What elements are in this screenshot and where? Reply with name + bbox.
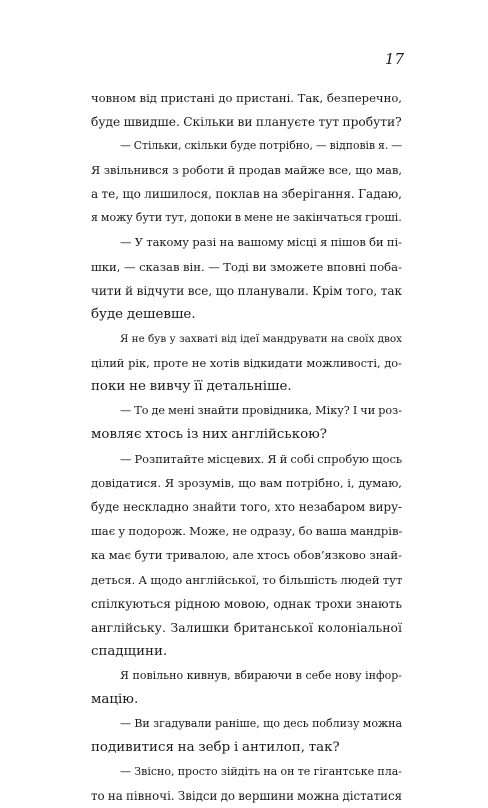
- text-line: чити й відчути все, що планували. Крім того, так: [91, 283, 402, 298]
- text-line: — Звісно, просто зійдіть на он те гігантське пла-: [120, 765, 402, 779]
- text-line: мовляє хтось із них англійською?: [91, 427, 327, 443]
- text-line: Я звільнився з роботи й продав майже все, що мав,: [91, 163, 402, 178]
- text-line: буде швидше. Скільки ви плануєте тут пробути?: [91, 115, 402, 130]
- text-line: поки не вивчу її детальніше.: [91, 378, 292, 394]
- text-line: деться. А щодо англійської, то більшість людей тут: [91, 572, 403, 587]
- text-line: Я не був у захваті від ідеї мандрувати на своїх двох: [120, 332, 402, 345]
- text-line: ка має бути тривалою, але хтось обов’язково знай-: [91, 548, 402, 563]
- text-line: шки, — сказав він. — Тоді ви зможете вповні поба-: [91, 259, 402, 274]
- text-line: цілий рік, проте не хотів відкидати можливості, до-: [91, 355, 402, 370]
- text-line: мацію.: [91, 691, 139, 707]
- text-line: буде дешевше.: [91, 306, 196, 322]
- text-line: — Розпитайте місцевих. Я й собі спробую щось: [120, 452, 403, 467]
- text-line: човном від пристані до пристані. Так, безперечно,: [91, 91, 402, 105]
- text-line: а те, що лишилося, поклав на зберігання. Гадаю,: [91, 187, 402, 202]
- page-number: 17: [384, 50, 404, 68]
- text-line: шає у подорож. Може, не одразу, бо ваша мандрів-: [91, 524, 403, 539]
- text-line: Я повільно кивнув, вбираючи в себе нову інфор-: [120, 668, 402, 682]
- text-line: подивитися на зебр і антилоп, так?: [91, 740, 340, 756]
- text-line: то на півночі. Звідси до вершини можна дістатися: [91, 789, 403, 804]
- text-line: англійську. Залишки британської колоніальної: [91, 619, 402, 635]
- body-text: [91, 86, 402, 808]
- text-line: — Ви згадували раніше, що десь поблизу можна: [120, 717, 402, 731]
- text-line: — Стільки, скільки буде потрібно, — відповів я. —: [120, 139, 402, 153]
- text-line: буде нескладно знайти того, хто незабаром виру-: [91, 500, 402, 515]
- text-line: — У такому разі на вашому місці я пішов би пі-: [120, 235, 402, 250]
- text-line: спілкуються рідною мовою, однак трохи знають: [91, 596, 402, 611]
- text-line: — То де мені знайти провідника, Міку? І чи роз-: [120, 404, 402, 418]
- text-line: спадщини.: [91, 643, 168, 659]
- text-line: довідатися. Я зрозумів, що вам потрібно, і, думаю,: [91, 476, 402, 491]
- text-line: я можу бути тут, допоки в мене не закінчаться гроші.: [91, 211, 402, 225]
